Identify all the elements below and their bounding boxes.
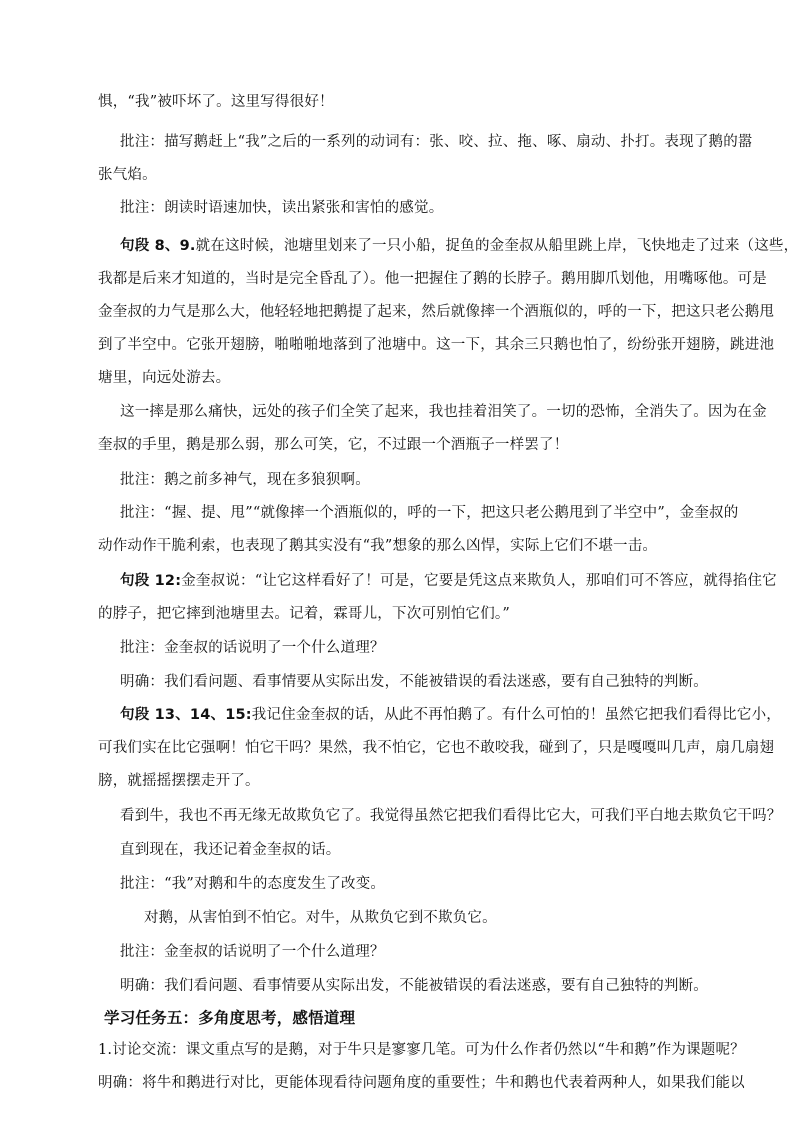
paragraph-text: 就在这时候，池塘里划来了一只小船，捉鱼的金奎叔从船里跳上岸，飞快地走了过来（这些，	[195, 238, 798, 254]
answer-line: 明确：将牛和鹅进行对比，更能体现看待问题角度的重要性；牛和鹅也代表着两种人，如果我们能以	[98, 1075, 745, 1091]
annotation-line: 批注：描写鹅赶上“我”之后的一系列的动词有：张、咬、拉、拖、啄、扇动、扑打。表现了鹅的嚣	[120, 134, 753, 150]
paragraph-label: 句段 12:	[120, 573, 182, 589]
paragraph-label: 句段 8、9.	[120, 238, 196, 254]
paragraph-text: 我记住金奎叔的话，从此不再怕鹅了。有什么可怕的！虽然它把我们看得比它小，	[251, 707, 781, 723]
text-line: 膀，就摇摇摆摆走开了。	[98, 773, 260, 789]
text-line: 我都是后来才知道的，当时是完全昏乱了）。他一把握住了鹅的长脖子。鹅用脚爪划他，用嘴啄他。可是	[98, 271, 767, 287]
paragraph-13-15	[120, 705, 781, 725]
paragraph-12	[120, 571, 777, 591]
annotation-line: 批注：鹅之前多神气，现在多狼狈啊。	[120, 472, 370, 488]
annotation-line: 批注：“我”对鹅和牛的态度发生了改变。	[120, 876, 386, 892]
text-line: 惧，“我”被吓坏了。这里写得很好！	[98, 94, 334, 110]
answer-line: 明确：我们看问题、看事情要从实际出发，不能被错误的看法迷惑，要有自己独特的判断。	[120, 978, 708, 994]
paragraph-label: 句段 13、14、15:	[120, 707, 252, 723]
text-line: 直到现在，我还记着金奎叔的话。	[120, 842, 341, 858]
question-line: 1.讨论交流：课文重点写的是鹅，对于牛只是寥寥几笔。可为什么作者仍然以“牛和鹅”作为课题呢？	[98, 1042, 745, 1058]
text-line: 塘里，向远处游去。	[98, 370, 231, 386]
section-heading: 学习任务五：多角度思考，感悟道理	[104, 1009, 356, 1027]
annotation-line: 批注：金奎叔的话说明了一个什么道理？	[120, 640, 385, 656]
text-line: 的脖子，把它摔到池塘里去。记着，霖哥儿，下次可别怕它们。”	[98, 606, 510, 622]
text-line: 这一摔是那么痛快，远处的孩子们全笑了起来，我也挂着泪笑了。一切的恐怖，全消失了。因为在金	[120, 404, 767, 420]
annotation-line: 批注：金奎叔的话说明了一个什么道理？	[120, 944, 385, 960]
annotation-line: 批注：朗读时语速加快，读出紧张和害怕的感觉。	[120, 200, 444, 216]
paragraph-8-9	[120, 236, 798, 256]
text-line: 到了半空中。它张开翅膀，啪啪啪地落到了池塘中。这一下，其余三只鹅也怕了，纷纷张开翅膀，跳进池	[98, 337, 775, 353]
text-line: 奎叔的手里，鹅是那么弱，那么可笑，它，不过跟一个酒瓶子一样罢了！	[98, 437, 569, 453]
annotation-line: 批注：“握、提、甩”“就像摔一个酒瓶似的，呼的一下，把这只老公鹅甩到了半空中”，金奎叔的	[120, 505, 739, 521]
annotation-line: 对鹅，从害怕到不怕它。对牛，从欺负它到不欺负它。	[144, 910, 497, 926]
text-line: 看到牛，我也不再无缘无故欺负它了。我觉得虽然它把我们看得比它大，可我们平白地去欺负它干吗？	[120, 808, 782, 824]
paragraph-text: 金奎叔说：“让它这样看好了！可是，它要是凭这点来欺负人，那咱们可不答应，就得掐住它	[181, 573, 777, 589]
text-line: 张气焰。	[98, 167, 157, 183]
text-line: 可我们实在比它强啊！怕它干吗？果然，我不怕它，它也不敢咬我，碰到了，只是嘎嘎叫几声，扇几扇翅	[98, 740, 775, 756]
answer-line: 明确：我们看问题、看事情要从实际出发，不能被错误的看法迷惑，要有自己独特的判断。	[120, 674, 708, 690]
text-line: 动作动作干脆利索，也表现了鹅其实没有“我”想象的那么凶悍，实际上它们不堪一击。	[98, 538, 658, 554]
text-line: 金奎叔的力气是那么大，他轻轻地把鹅提了起来，然后就像摔一个酒瓶似的，呼的一下，把这只老公鹅甩	[98, 304, 775, 320]
